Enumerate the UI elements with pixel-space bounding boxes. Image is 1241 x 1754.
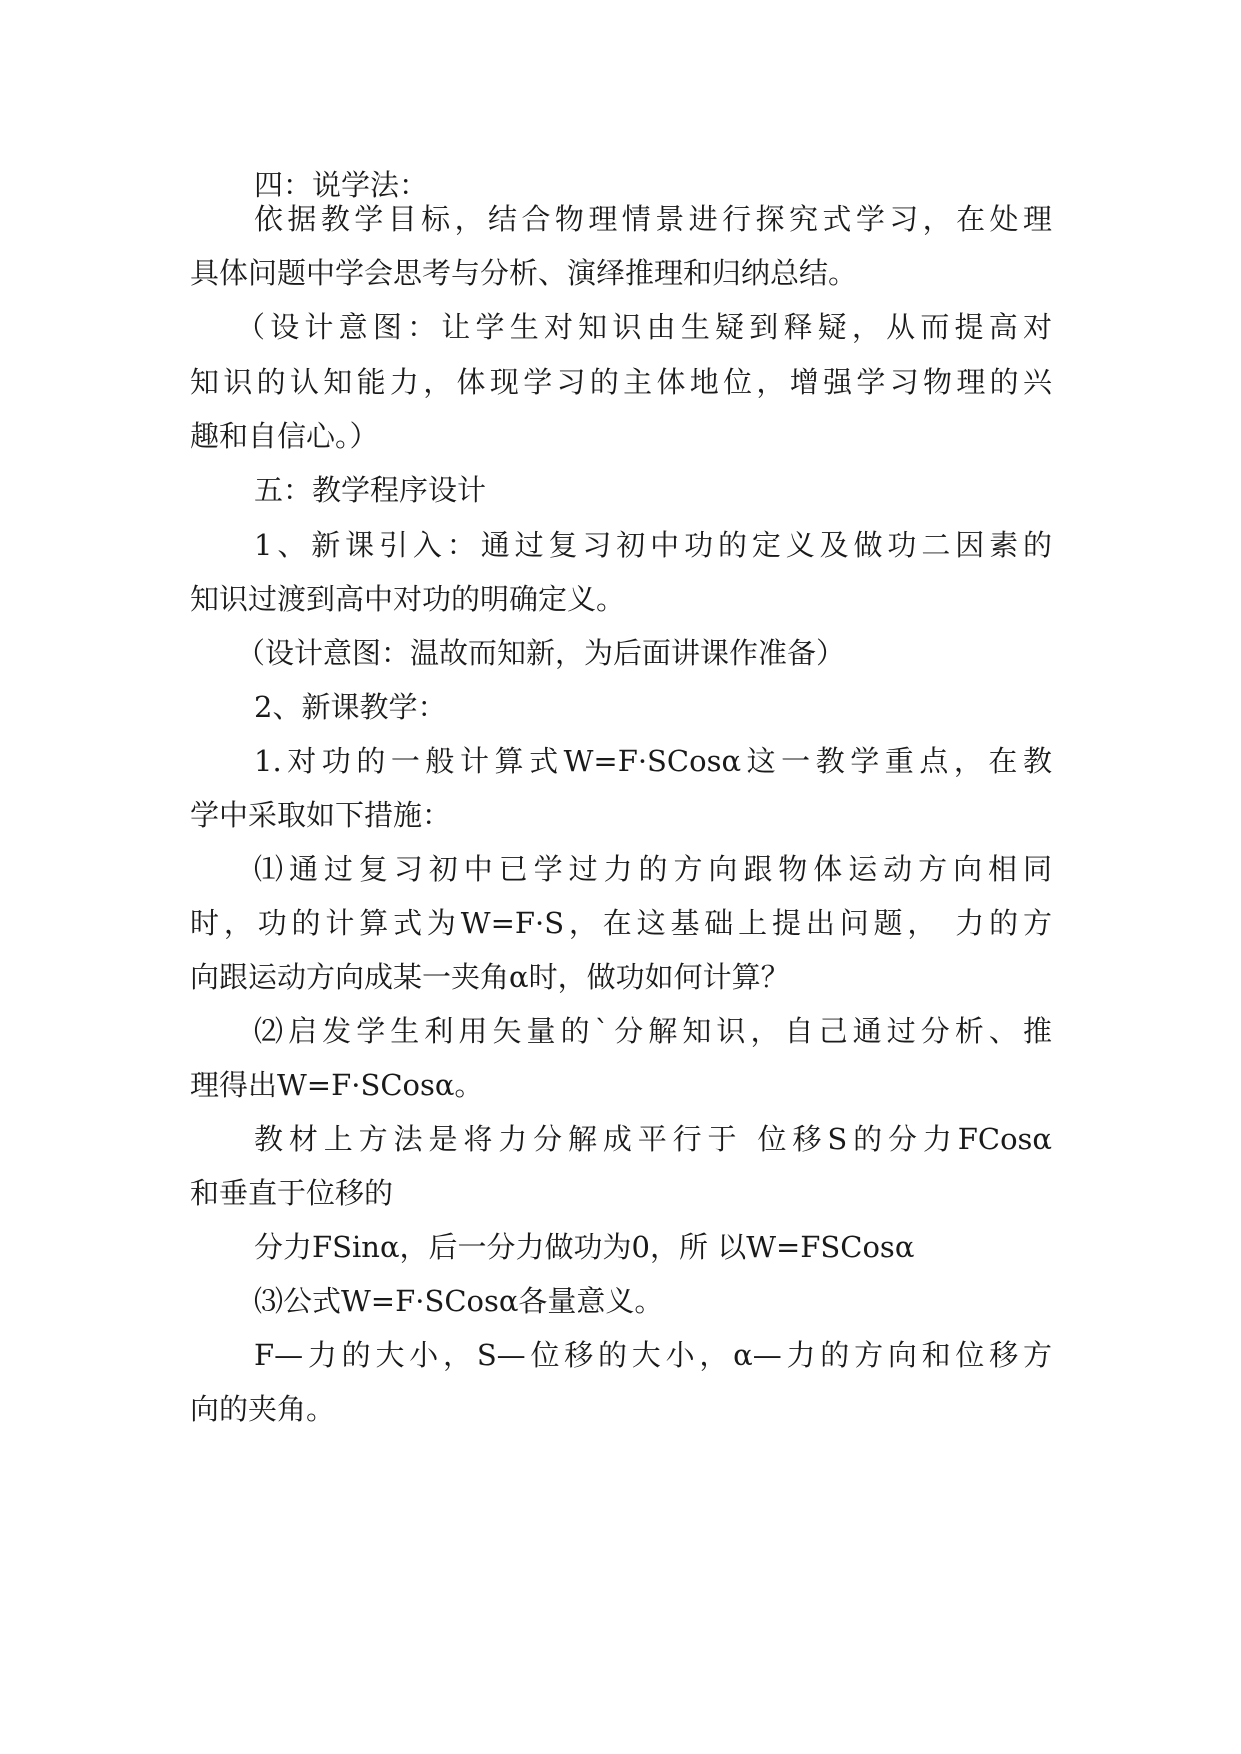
paragraph-line: 1.对功的一般计算式W=F·SCosα这一教学重点，在教 xyxy=(254,744,1052,778)
design-intent-line: 趣和自信心。） xyxy=(190,419,379,453)
paragraph-line: 分力FSinα，后一分力做功为0，所 以W=FSCosα xyxy=(254,1230,915,1264)
paragraph-line: 时，功的计算式为W=F·S，在这基础上提出问题， 力的方 xyxy=(190,906,1052,940)
design-intent-line: （设计意图：温故而知新，为后面讲课作准备） xyxy=(236,636,846,670)
paragraph-line: ⑴通过复习初中已学过力的方向跟物体运动方向相同 xyxy=(254,852,1052,886)
paragraph-line: 依据教学目标，结合物理情景进行探究式学习，在处理 xyxy=(254,202,1052,236)
paragraph-line: 向跟运动方向成某一夹角α时，做功如何计算？ xyxy=(190,960,790,994)
paragraph-line: 理得出W=F·SCosα。 xyxy=(190,1068,484,1102)
paragraph-line: F—力的大小，S—位移的大小，α—力的方向和位移方 xyxy=(254,1338,1052,1372)
design-intent-line: （设计意图：让学生对知识由生疑到释疑，从而提高对 xyxy=(236,310,1052,344)
paragraph-line: 1、新课引入：通过复习初中功的定义及做功二因素的 xyxy=(254,528,1052,562)
subheading-new-lesson: 2、新课教学： xyxy=(254,690,447,724)
paragraph-line: 教材上方法是将力分解成平行于 位移S的分力FCosα xyxy=(254,1122,1052,1156)
paragraph-line: 和垂直于位移的 xyxy=(190,1176,394,1210)
design-intent-line: 知识的认知能力，体现学习的主体地位，增强学习物理的兴 xyxy=(190,365,1052,399)
paragraph-line: 学中采取如下措施： xyxy=(190,798,452,832)
heading-learning-method: 四：说学法： xyxy=(254,168,429,202)
paragraph-line: 具体问题中学会思考与分析、演绎推理和归纳总结。 xyxy=(190,256,858,290)
paragraph-line: 向的夹角。 xyxy=(190,1392,336,1426)
paragraph-line: 知识过渡到高中对功的明确定义。 xyxy=(190,582,626,616)
paragraph-line: ⑶公式W=F·SCosα各量意义。 xyxy=(254,1284,664,1318)
paragraph-line: ⑵启发学生利用矢量的`分解知识，自己通过分析、推 xyxy=(254,1014,1052,1048)
heading-teaching-procedure: 五：教学程序设计 xyxy=(254,473,487,507)
